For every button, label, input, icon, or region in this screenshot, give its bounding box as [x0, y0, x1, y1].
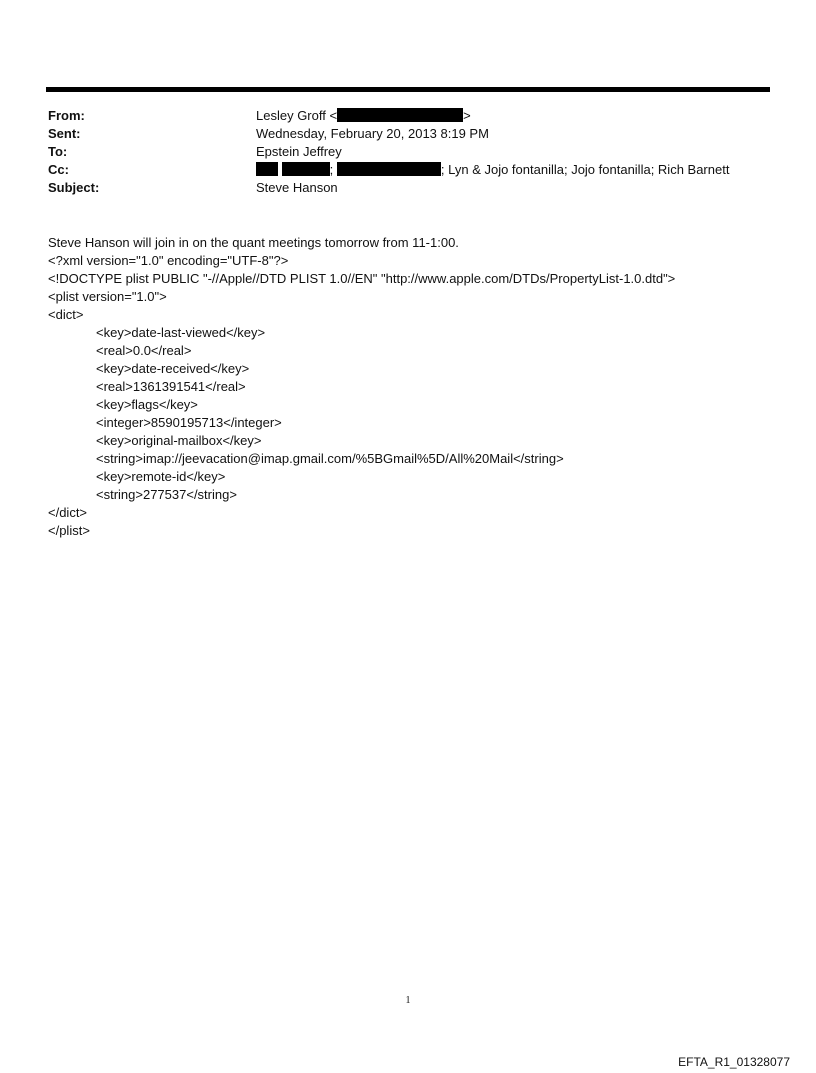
redaction-box	[256, 162, 278, 176]
sent-label: Sent:	[48, 126, 81, 141]
redaction-box	[337, 108, 463, 122]
cc-value	[256, 161, 729, 179]
body-line: </plist>	[48, 523, 90, 538]
body-line: <integer>8590195713</integer>	[96, 415, 282, 430]
sender-email-close: >	[463, 108, 471, 123]
redaction-box	[282, 162, 330, 176]
cc-recipients: ; Lyn & Jojo fontanilla; Jojo fontanilla; Rich Barnett	[440, 162, 730, 177]
redaction-box	[337, 162, 441, 176]
body-line: <?xml version="1.0" encoding="UTF-8"?>	[48, 253, 289, 268]
to-label: To:	[48, 144, 68, 159]
body-line: <key>flags</key>	[96, 397, 198, 412]
cc-separator: ;	[329, 162, 334, 177]
body-line: <!DOCTYPE plist PUBLIC "-//Apple//DTD PLIST 1.0//EN" "http://www.apple.com/DTDs/PropertyList-1.0.dtd">	[48, 271, 676, 286]
page-number: 1	[405, 995, 411, 1006]
from-value	[256, 107, 471, 125]
body-line: <key>date-last-viewed</key>	[96, 325, 266, 340]
subject-value: Steve Hanson	[256, 180, 338, 195]
body-line: <string>277537</string>	[96, 487, 237, 502]
from-label: From:	[48, 108, 85, 123]
sender-name: Lesley Groff <	[256, 108, 338, 123]
body-line: <real>0.0</real>	[96, 343, 192, 358]
to-value: Epstein Jeffrey	[256, 144, 342, 159]
body-line: </dict>	[48, 505, 88, 520]
email-body	[48, 234, 675, 540]
body-line: <real>1361391541</real>	[96, 379, 246, 394]
body-line: <plist version="1.0">	[48, 289, 167, 304]
body-line: Steve Hanson will join in on the quant meetings tomorrow from 11-1:00.	[48, 235, 459, 250]
document-id: EFTA_R1_01328077	[678, 1055, 790, 1069]
body-line: <key>remote-id</key>	[96, 469, 226, 484]
body-line: <key>original-mailbox</key>	[96, 433, 262, 448]
body-line: <string>imap://jeevacation@imap.gmail.com/%5BGmail%5D/All%20Mail</string>	[96, 451, 564, 466]
subject-label: Subject:	[48, 180, 100, 195]
sent-value: Wednesday, February 20, 2013 8:19 PM	[256, 126, 489, 141]
body-line: <dict>	[48, 307, 84, 322]
body-line: <key>date-received</key>	[96, 361, 250, 376]
header-divider	[46, 87, 770, 92]
cc-label: Cc:	[48, 162, 69, 177]
